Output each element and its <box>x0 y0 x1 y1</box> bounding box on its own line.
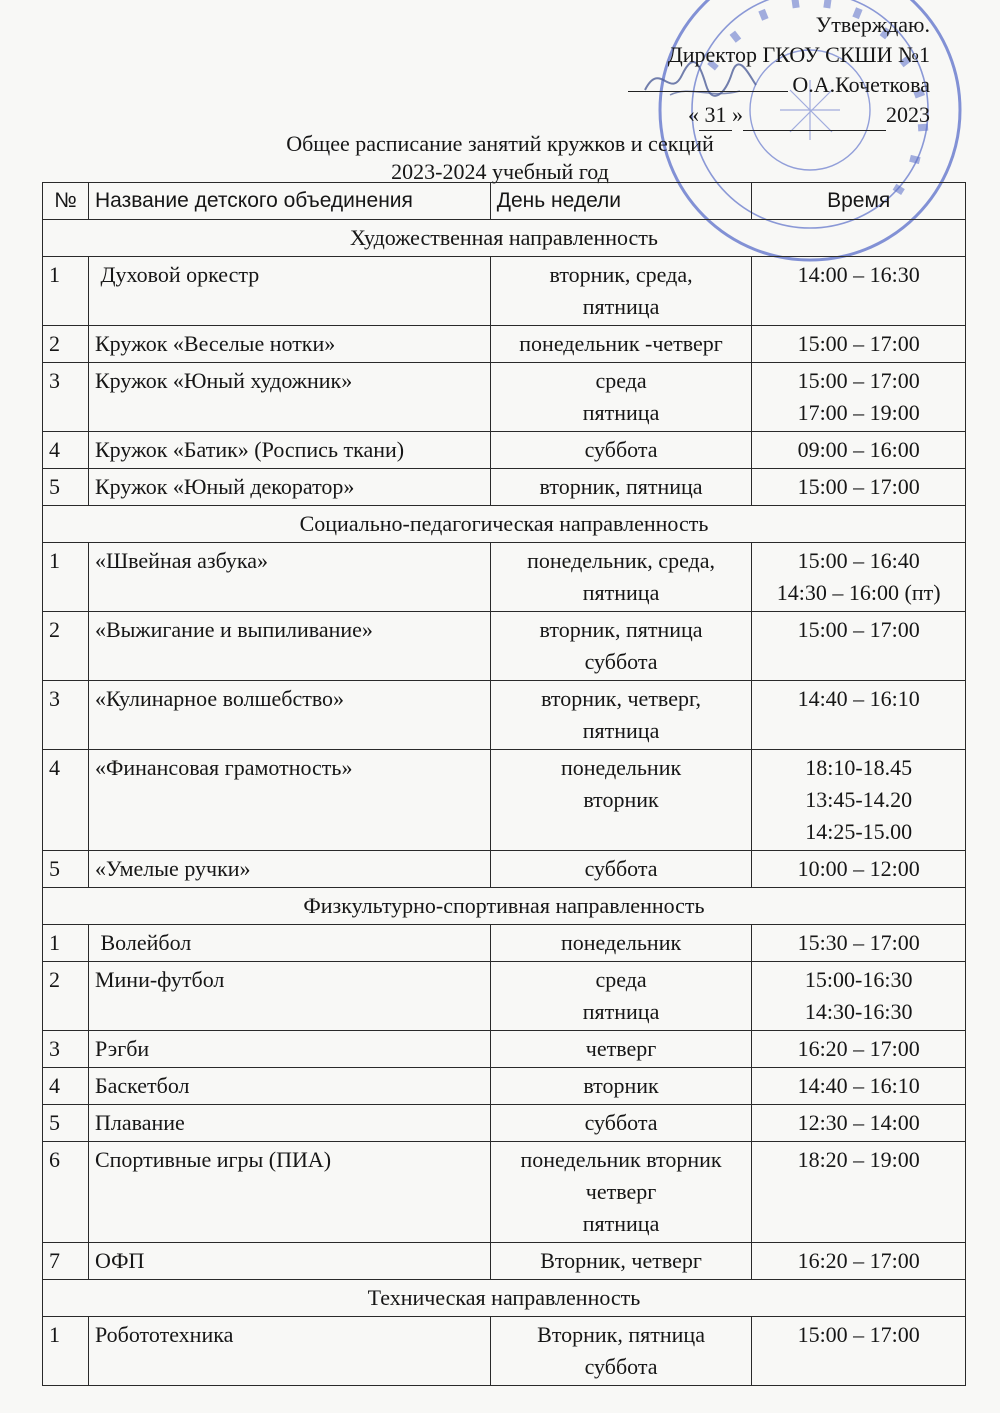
row-number: 2 <box>43 326 89 363</box>
row-number: 3 <box>43 1031 89 1068</box>
row-times <box>752 469 966 506</box>
table-row <box>43 851 966 888</box>
director-name: О.А.Кочеткова <box>792 72 930 97</box>
row-name: «Умелые ручки» <box>88 851 490 888</box>
title-line-1: Общее расписание занятий кружков и секций <box>286 131 714 156</box>
row-name: Кружок «Юный художник» <box>88 363 490 432</box>
time-line: 15:00-16:30 <box>804 967 913 992</box>
day-line: суббота <box>584 437 658 462</box>
date-year: 2023 <box>886 102 930 127</box>
row-name: «Финансовая грамотность» <box>88 750 490 851</box>
row-number: 1 <box>43 257 89 326</box>
section-row <box>43 506 966 543</box>
row-name: Рэгби <box>88 1031 490 1068</box>
row-number: 4 <box>43 432 89 469</box>
day-line: вторник <box>583 1073 659 1098</box>
row-number: 5 <box>43 1105 89 1142</box>
row-days <box>490 681 752 750</box>
date-day <box>699 100 732 131</box>
row-name: Кружок «Юный декоратор» <box>88 469 490 506</box>
schedule-table <box>42 182 966 1386</box>
row-times <box>752 925 966 962</box>
row-times <box>752 612 966 681</box>
row-days <box>490 326 752 363</box>
row-number: 5 <box>43 851 89 888</box>
table-row <box>43 962 966 1031</box>
row-times <box>752 962 966 1031</box>
row-name: «Выжигание и выпиливание» <box>88 612 490 681</box>
table-row <box>43 326 966 363</box>
day-line: Вторник, пятница <box>537 1322 705 1347</box>
row-times <box>752 1031 966 1068</box>
row-times <box>752 851 966 888</box>
header-time: Время <box>752 183 966 220</box>
time-line: 15:00 – 17:00 <box>797 617 920 642</box>
row-times <box>752 681 966 750</box>
day-line: четверг <box>585 1179 657 1204</box>
day-line: суббота <box>584 856 658 881</box>
table-row <box>43 750 966 851</box>
row-days <box>490 257 752 326</box>
date-day-value: 31 <box>704 102 727 127</box>
table-row <box>43 1243 966 1280</box>
row-times <box>752 432 966 469</box>
table-row <box>43 1068 966 1105</box>
day-line: пятница <box>582 718 660 743</box>
day-line: вторник <box>583 787 659 812</box>
time-line: 15:00 – 17:00 <box>797 368 920 393</box>
director-title: Директор ГКОУ СКШИ №1 <box>667 42 930 67</box>
time-line: 10:00 – 12:00 <box>797 856 920 881</box>
day-line: понедельник <box>560 755 682 780</box>
section-row <box>43 888 966 925</box>
row-days <box>490 1317 752 1386</box>
row-times <box>752 1068 966 1105</box>
day-line: вторник, пятница <box>539 617 703 642</box>
time-line: 15:30 – 17:00 <box>797 930 920 955</box>
row-number: 2 <box>43 962 89 1031</box>
header-number: № <box>43 183 89 220</box>
row-days <box>490 962 752 1031</box>
day-line: суббота <box>584 1110 658 1135</box>
section-row <box>43 1280 966 1317</box>
header-name: Название детского объединения <box>88 183 490 220</box>
row-days <box>490 925 752 962</box>
row-name: ОФП <box>88 1243 490 1280</box>
approval-block <box>628 10 930 131</box>
signature-line <box>628 71 788 92</box>
row-name: Плавание <box>88 1105 490 1142</box>
day-line: пятница <box>582 580 660 605</box>
time-line: 14:40 – 16:10 <box>797 1073 920 1098</box>
row-times <box>752 1317 966 1386</box>
row-name: Кружок «Батик» (Роспись ткани) <box>88 432 490 469</box>
row-name: «Кулинарное волшебство» <box>88 681 490 750</box>
time-line: 16:20 – 17:00 <box>797 1036 920 1061</box>
day-line: суббота <box>584 649 658 674</box>
row-times <box>752 1243 966 1280</box>
header-day: День недели <box>490 183 752 220</box>
date-open-quote: « <box>688 102 699 127</box>
row-number: 4 <box>43 750 89 851</box>
time-line: 12:30 – 14:00 <box>797 1110 920 1135</box>
time-line: 09:00 – 16:00 <box>797 437 920 462</box>
time-line: 18:10-18.45 <box>805 755 913 780</box>
day-line: суббота <box>584 1354 658 1379</box>
row-days <box>490 1031 752 1068</box>
day-line: пятница <box>582 999 660 1024</box>
row-days <box>490 469 752 506</box>
row-number: 1 <box>43 925 89 962</box>
table-row <box>43 363 966 432</box>
day-line: пятница <box>582 1211 660 1236</box>
row-number: 5 <box>43 469 89 506</box>
section-title: Художественная направленность <box>43 220 966 257</box>
row-days <box>490 1142 752 1243</box>
time-line: 17:00 – 19:00 <box>797 400 920 425</box>
time-line: 15:00 – 17:00 <box>797 474 920 499</box>
day-line: пятница <box>582 400 660 425</box>
table-row <box>43 1317 966 1386</box>
time-line: 13:45-14.20 <box>805 787 913 812</box>
row-number: 1 <box>43 543 89 612</box>
day-line: понедельник <box>560 930 682 955</box>
row-days <box>490 1105 752 1142</box>
time-line: 14:25-15.00 <box>805 819 913 844</box>
row-days <box>490 543 752 612</box>
schedule-body <box>43 220 966 1386</box>
row-days <box>490 851 752 888</box>
time-line: 14:40 – 16:10 <box>797 686 920 711</box>
table-row <box>43 432 966 469</box>
time-line: 14:30 – 16:00 (пт) <box>776 580 941 605</box>
table-row <box>43 1142 966 1243</box>
date-close-quote: » <box>732 102 743 127</box>
table-row <box>43 1031 966 1068</box>
row-name: Волейбол <box>88 925 490 962</box>
row-name: Духовой оркестр <box>88 257 490 326</box>
table-row <box>43 257 966 326</box>
section-title: Физкультурно-спортивная направленность <box>43 888 966 925</box>
day-line: среда <box>595 368 647 393</box>
day-line: понедельник -четверг <box>519 331 723 356</box>
row-times <box>752 1142 966 1243</box>
table-row <box>43 543 966 612</box>
approve-word: Утверждаю. <box>815 12 930 37</box>
time-line: 18:20 – 19:00 <box>797 1147 920 1172</box>
section-title: Социально-педагогическая направленность <box>43 506 966 543</box>
day-line: понедельник вторник <box>520 1147 722 1172</box>
row-number: 3 <box>43 363 89 432</box>
document-title <box>250 130 750 186</box>
row-name: Мини-футбол <box>88 962 490 1031</box>
row-name: Баскетбол <box>88 1068 490 1105</box>
row-times <box>752 750 966 851</box>
day-line: вторник, четверг, <box>541 686 702 711</box>
title-line-2: 2023-2024 учебный год <box>391 159 609 184</box>
row-number: 4 <box>43 1068 89 1105</box>
table-row <box>43 681 966 750</box>
director-signature-line <box>628 70 930 100</box>
row-name: Робототехника <box>88 1317 490 1386</box>
row-number: 6 <box>43 1142 89 1243</box>
time-line: 14:30-16:30 <box>804 999 913 1024</box>
row-name: «Швейная азбука» <box>88 543 490 612</box>
table-row <box>43 925 966 962</box>
time-line: 15:00 – 16:40 <box>797 548 920 573</box>
time-line: 14:00 – 16:30 <box>797 262 920 287</box>
table-row <box>43 612 966 681</box>
day-line: вторник, пятница <box>539 474 703 499</box>
date-month-line <box>743 100 886 131</box>
day-line: пятница <box>582 294 660 319</box>
row-times <box>752 1105 966 1142</box>
row-days <box>490 1068 752 1105</box>
approval-date <box>628 100 930 131</box>
day-line: среда <box>595 967 647 992</box>
row-times <box>752 363 966 432</box>
row-times <box>752 257 966 326</box>
row-days <box>490 612 752 681</box>
row-number: 1 <box>43 1317 89 1386</box>
table-row <box>43 469 966 506</box>
row-days <box>490 432 752 469</box>
row-days <box>490 363 752 432</box>
row-number: 2 <box>43 612 89 681</box>
table-header-row <box>43 183 966 220</box>
table-row <box>43 1105 966 1142</box>
row-days <box>490 1243 752 1280</box>
row-number: 3 <box>43 681 89 750</box>
section-title: Техническая направленность <box>43 1280 966 1317</box>
time-line: 16:20 – 17:00 <box>797 1248 920 1273</box>
row-times <box>752 543 966 612</box>
day-line: понедельник, среда, <box>527 548 716 573</box>
time-line: 15:00 – 17:00 <box>797 331 920 356</box>
row-times <box>752 326 966 363</box>
day-line: четверг <box>585 1036 657 1061</box>
section-row <box>43 220 966 257</box>
row-number: 7 <box>43 1243 89 1280</box>
row-days <box>490 750 752 851</box>
row-name: Спортивные игры (ПИА) <box>88 1142 490 1243</box>
time-line: 15:00 – 17:00 <box>797 1322 920 1347</box>
day-line: вторник, среда, <box>549 262 693 287</box>
day-line: Вторник, четверг <box>540 1248 702 1273</box>
row-name: Кружок «Веселые нотки» <box>88 326 490 363</box>
